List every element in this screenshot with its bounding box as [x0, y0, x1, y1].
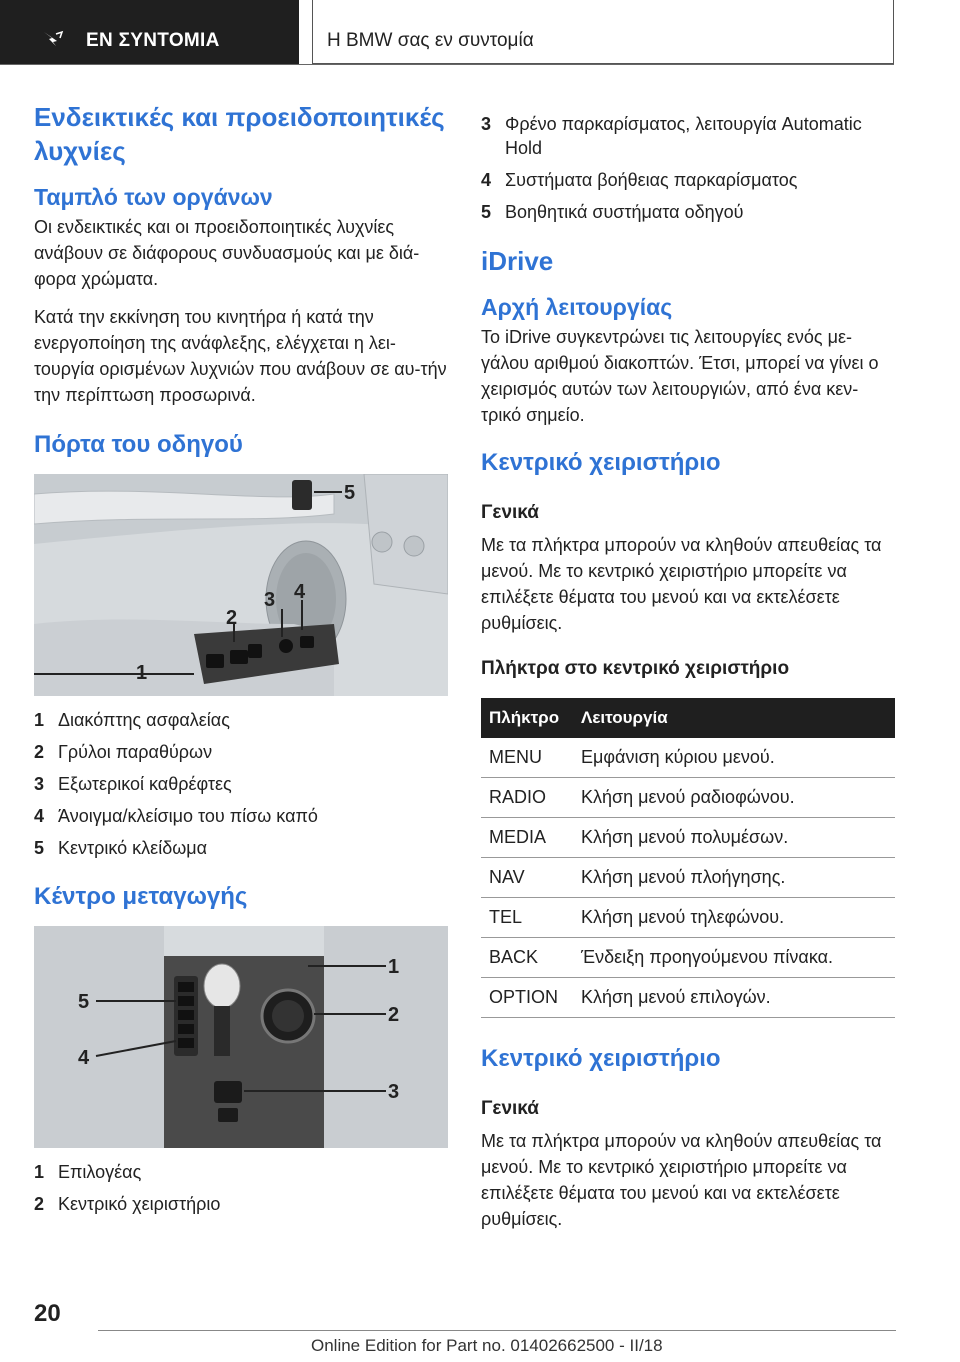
list-item: 1 Επιλογέας [34, 1162, 142, 1182]
table-row: MEDIA Κλήση μενού πολυμέσων. [481, 818, 895, 858]
parking-brake-switch [214, 1081, 242, 1103]
console-callout-1: 1 [388, 956, 400, 978]
list-item: 5 Βοηθητικά συστήματα οδηγού [481, 202, 744, 222]
table-row: OPTION Κλήση μενού επιλογών. [481, 978, 895, 1018]
heading-general: Γενικά [481, 502, 539, 523]
paragraph-lamps-1: Οι ενδεικτικές και οι προειδοποιητικές λυχνίες ανάβουν σε διάφορους συνδυασμούς και με διά-φορα χρώματα. [34, 217, 420, 289]
door-figure [34, 474, 448, 696]
list-item: 4 Συστήματα βοήθειας παρκαρίσματος [481, 170, 798, 190]
paragraph-general: Με τα πλήκτρα μπορούν να κληθούν απευθείας τα μενού. Με το κεντρικό χειριστήριο μπορείτε να επιλέξετε θέματα του μενού και να εκτελέσετε ρυθμίσεις. [481, 535, 882, 633]
console-figure [34, 926, 448, 1148]
paragraph-principle: Το iDrive συγκεντρώνει τις λειτουργίες ενός με-γάλου αριθμού διακοπτών. Έτσι, μπορεί να γίνει ο χειρισμός αυτών των λειτουργιών, από ένα κεν-τρικό σημείο. [481, 327, 879, 425]
console-callout-5: 5 [78, 991, 90, 1013]
door-panel-illustration [34, 474, 448, 696]
subsection-title-principle: Αρχή λειτουργίας [481, 294, 673, 320]
table-row: MENU Εμφάνιση κύριου μενού. [481, 738, 895, 778]
section-title-idrive: iDrive [481, 246, 554, 276]
table-row: NAV Κλήση μενού πλοήγησης. [481, 858, 895, 898]
section-title-lamps: Ενδεικτικές και προειδοποιητικές λυχνίες [34, 102, 445, 166]
footer-divider [98, 1330, 896, 1331]
list-item: 2 Κεντρικό χειριστήριο [34, 1194, 221, 1214]
console-callout-4: 4 [78, 1047, 90, 1069]
left-column [34, 100, 448, 1234]
console-callout-2: 2 [388, 1004, 400, 1026]
list-item: 4 Άνοιγμα/κλείσιμο του πίσω καπό [34, 806, 318, 826]
door-callout-5: 5 [344, 482, 356, 504]
list-item: 5 Κεντρικό κλείδωμα [34, 838, 208, 858]
column-header-function: Λειτουργία [573, 698, 895, 738]
heading-keys: Πλήκτρα στο κεντρικό χειριστήριο [481, 658, 790, 679]
table-header-row [481, 698, 895, 738]
page-number: 20 [34, 1300, 61, 1327]
table-row: TEL Κλήση μενού τηλεφώνου. [481, 898, 895, 938]
door-callout-3: 3 [264, 589, 276, 611]
console-legend-left [34, 1160, 448, 1216]
section-header-title: Η BMW σας εν συντομία [327, 30, 534, 51]
section-title-console: Κέντρο μεταγωγής [34, 883, 248, 910]
section-title-door: Πόρτα του οδηγού [34, 431, 243, 458]
list-item: 2 Γρύλοι παραθύρων [34, 742, 213, 762]
heading-general-2: Γενικά [481, 1098, 539, 1119]
paragraph-general-2: Με τα πλήκτρα μπορούν να κληθούν απευθείας τα μενού. Με το κεντρικό χειριστήριο μπορείτε να επιλέξετε θέματα του μενού και να εκτελέσετε ρυθμίσεις. [481, 1131, 882, 1229]
table-row: RADIO Κλήση μενού ραδιοφώνου. [481, 778, 895, 818]
chapter-tab[interactable] [0, 0, 299, 64]
door-callout-2: 2 [226, 607, 238, 629]
subsection-title-controller: Κεντρικό χειριστήριο [481, 449, 721, 476]
lock-switch [292, 480, 312, 510]
list-item: 3 Εξωτερικοί καθρέφτες [34, 774, 232, 794]
chapter-tab-label: ΕΝ ΣΥΝΤΟΜΙΑ [86, 30, 220, 51]
footer-edition: Online Edition for Part no. 01402662500 - II/18 [311, 1336, 663, 1355]
list-item: 1 Διακόπτης ασφαλείας [34, 710, 230, 730]
list-item: 3 Φρένο παρκαρίσματος, λειτουργία Automatic Hold [481, 114, 862, 158]
page-header [0, 0, 960, 66]
table-row: BACK Ένδειξη προηγούμενου πίνακα. [481, 938, 895, 978]
door-legend [34, 708, 448, 860]
door-callout-4: 4 [294, 581, 306, 603]
subsection-title-controller-2: Κεντρικό χειριστήριο [481, 1045, 721, 1072]
header-divider [0, 64, 894, 65]
console-callout-3: 3 [388, 1081, 400, 1103]
keys-table [481, 698, 895, 1018]
center-console-illustration [34, 926, 448, 1148]
door-callout-1: 1 [136, 662, 148, 684]
right-column [481, 112, 895, 1244]
column-header-key: Πλήκτρο [481, 698, 573, 738]
console-legend-right [481, 112, 895, 224]
gear-selector-knob [204, 964, 240, 1008]
bolt-pointer-icon [42, 30, 64, 48]
paragraph-lamps-2: Κατά την εκκίνηση του κινητήρα ή κατά την ενεργοποίηση της ανάφλεξης, ελέγχεται η λει-τουργία ορισμένων λυχνιών που ανάβουν σε αυ-τήν την περίπτωση προσωρινά. [34, 307, 447, 405]
section-header [312, 0, 894, 64]
subsection-title-cluster: Ταμπλό των οργάνων [34, 184, 273, 210]
